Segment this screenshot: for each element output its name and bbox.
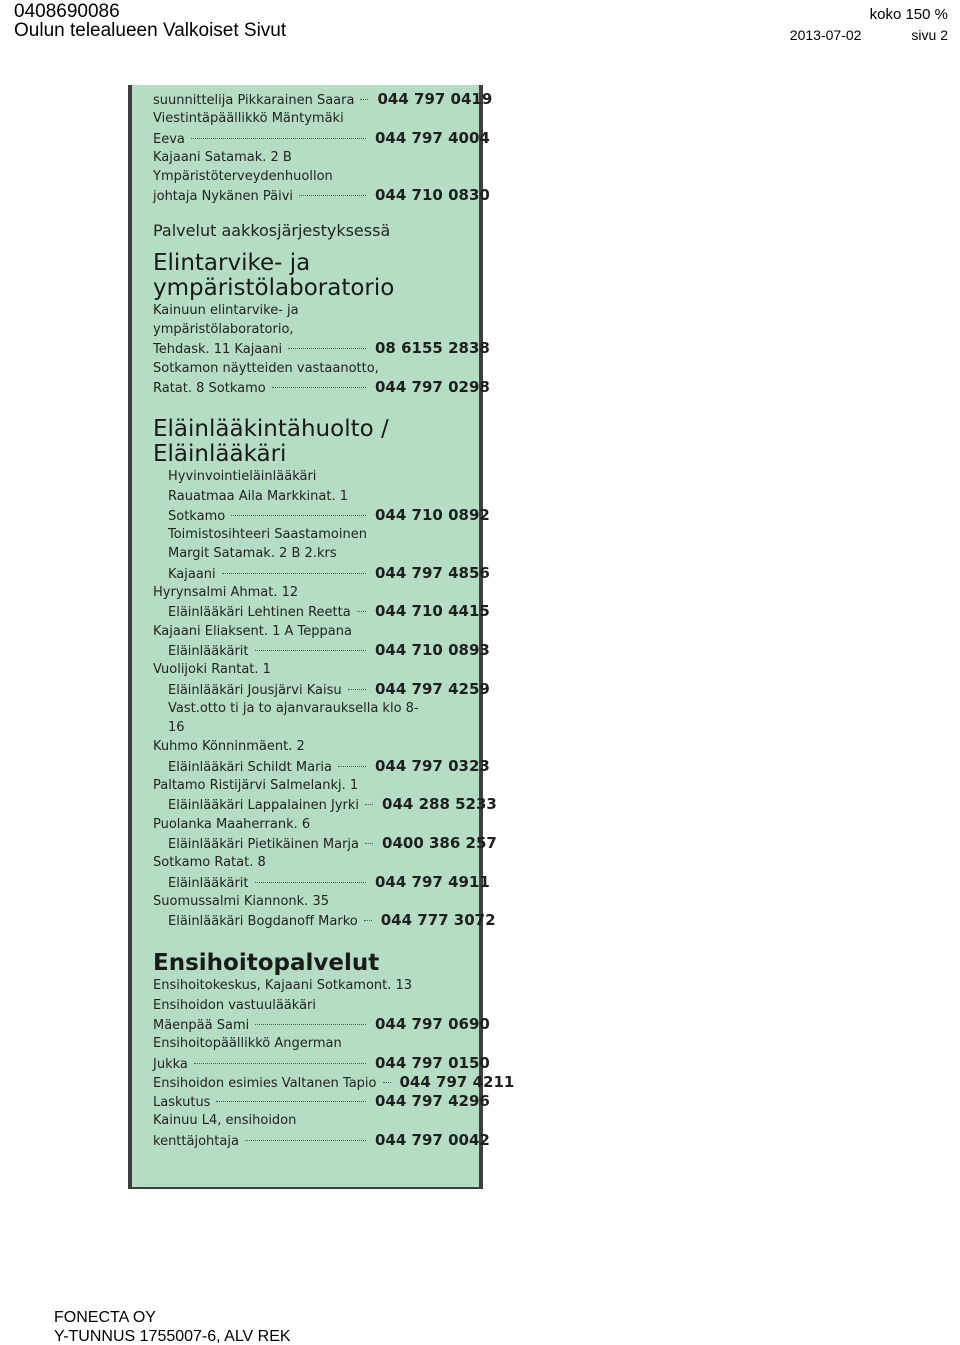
directory-entry — [153, 996, 475, 1015]
directory-entry — [153, 1130, 490, 1150]
phone-number: 044 797 4856 — [375, 563, 490, 582]
directory-entry — [153, 544, 475, 563]
directory-entry — [153, 128, 490, 148]
vet-heading-line2: Eläinlääkäri — [153, 441, 287, 468]
directory-entry — [153, 109, 475, 128]
header-title: Oulun telealueen Valkoiset Sivut — [14, 20, 287, 41]
dot-leader — [360, 99, 368, 100]
directory-entry — [153, 833, 497, 853]
dot-leader — [348, 689, 366, 690]
entry-text: Hyvinvointieläinlääkäri — [168, 469, 317, 485]
phone-number: 0400 386 257 — [382, 833, 497, 852]
entry-text: Ympäristöterveydenhuollon — [153, 169, 333, 185]
header-zoom: koko 150 % — [869, 6, 948, 23]
directory-entry — [153, 872, 490, 892]
entry-text: Laskutus — [153, 1095, 211, 1111]
phone-number: 044 710 0893 — [375, 640, 490, 659]
directory-entry — [153, 1092, 490, 1111]
entry-text: Sotkamo Ratat. 8 — [153, 855, 266, 871]
entry-text: ympäristölaboratorio, — [153, 322, 294, 338]
lab-heading-line1: Elintarvike- ja — [153, 249, 311, 276]
entry-text: Ensihoidon vastuulääkäri — [153, 997, 316, 1013]
phone-number: 08 6155 2838 — [375, 339, 490, 358]
top-entries — [153, 90, 493, 206]
directory-entry — [153, 892, 475, 911]
entry-text: Kajaani — [168, 566, 216, 582]
entry-text: Margit Satamak. 2 B 2.krs — [168, 546, 337, 562]
entry-text: Kajaani Eliaksent. 1 A Teppana — [153, 623, 352, 639]
entry-text: suunnittelija Pikkarainen Saara — [153, 93, 355, 108]
dot-leader — [364, 920, 372, 921]
ems-entries — [153, 976, 515, 1150]
dot-leader — [255, 1024, 366, 1025]
entry-text: Kuhmo Könninmäent. 2 — [153, 739, 305, 755]
ems-heading: Ensihoitopalvelut — [153, 950, 380, 977]
directory-entry — [153, 359, 475, 378]
phone-number: 044 797 4911 — [375, 872, 490, 891]
directory-entry — [153, 90, 493, 109]
directory-entry — [153, 640, 490, 660]
vet-heading-line1: Eläinlääkintähuolto / — [153, 416, 389, 443]
vet-entries — [153, 467, 497, 930]
lab-entries — [153, 301, 490, 397]
phone-number: 044 797 0323 — [375, 756, 490, 775]
dot-leader — [365, 843, 373, 844]
entry-text: Ensihoitokeskus, Kajaani Sotkamont. 13 — [153, 978, 413, 994]
directory-entry — [153, 718, 475, 737]
phone-number: 044 797 0150 — [375, 1053, 490, 1072]
directory-entry — [153, 1072, 515, 1092]
entry-text: Hyrynsalmi Ahmat. 12 — [153, 585, 299, 601]
dot-leader — [191, 138, 366, 139]
dot-leader — [216, 1101, 366, 1102]
directory-entry — [153, 320, 475, 339]
directory-content — [153, 90, 515, 1150]
page-footer — [54, 1308, 291, 1345]
dot-leader — [288, 348, 366, 349]
directory-entry — [153, 699, 475, 718]
phone-number: 044 797 4004 — [375, 128, 490, 147]
entry-text: Ensihoidon esimies Valtanen Tapio — [153, 1075, 377, 1091]
entry-text: Kainuun elintarvike- ja — [153, 302, 299, 318]
directory-entry — [153, 186, 490, 205]
directory-entry — [153, 563, 490, 583]
entry-text: Kainuu L4, ensihoidon — [153, 1113, 297, 1129]
header-date-page — [790, 27, 948, 43]
lab-heading-line2: ympäristölaboratorio — [153, 274, 395, 301]
dot-leader — [272, 387, 366, 388]
directory-column — [128, 85, 515, 1189]
phone-number: 044 797 0419 — [377, 90, 493, 108]
entry-text: Eläinlääkäri Lehtinen Reetta — [168, 605, 351, 621]
footer-business-id: Y-TUNNUS 1755007-6, ALV REK — [54, 1328, 291, 1345]
directory-entry — [153, 339, 490, 358]
entry-text: Eläinlääkäri Pietikäinen Marja — [168, 836, 360, 852]
dot-leader — [299, 195, 366, 196]
phone-number: 044 797 4211 — [399, 1072, 515, 1091]
directory-entry — [153, 148, 475, 167]
entry-text: Tehdask. 11 Kajaani — [153, 342, 283, 358]
directory-entry — [153, 1014, 490, 1034]
entry-text: Sotkamon näytteiden vastaanotto, — [153, 360, 379, 376]
page-header-left — [14, 2, 286, 40]
dot-leader — [245, 1140, 366, 1141]
footer-company: FONECTA OY — [54, 1309, 156, 1326]
header-date: 2013-07-02 — [789, 27, 862, 43]
directory-entry — [153, 467, 475, 486]
entry-text: Toimistosihteeri Saastamoinen — [168, 527, 367, 543]
directory-entry — [153, 525, 475, 544]
entry-text: Ensihoitopäällikkö Angerman — [153, 1036, 342, 1052]
directory-entry — [153, 1111, 475, 1130]
entry-text: kenttäjohtaja — [153, 1133, 239, 1149]
entry-text: Viestintäpäällikkö Mäntymäki — [153, 111, 344, 127]
entry-text: Jukka — [153, 1056, 188, 1072]
phone-number: 044 797 0690 — [375, 1014, 490, 1033]
page-header-right — [790, 6, 948, 43]
dot-leader — [194, 1063, 366, 1064]
directory-entry — [153, 795, 497, 814]
entry-text: Suomussalmi Kiannonk. 35 — [153, 893, 329, 909]
directory-entry — [153, 660, 475, 679]
entry-text: Ratat. 8 Sotkamo — [153, 380, 266, 396]
entry-text: Eläinlääkäri Jousjärvi Kaisu — [168, 682, 342, 698]
entry-text: Paltamo Ristijärvi Salmelankj. 1 — [153, 778, 359, 794]
phone-number: 044 797 0042 — [375, 1130, 490, 1149]
entry-text: Eläinlääkäri Schildt Maria — [168, 759, 332, 775]
entry-text: Vast.otto ti ja to ajanvarauksella klo 8- — [168, 700, 419, 716]
entry-text: Eläinlääkärit — [168, 875, 249, 891]
directory-entry — [153, 911, 496, 930]
dot-leader — [255, 882, 366, 883]
phone-number: 044 710 4415 — [375, 602, 490, 621]
directory-entry — [153, 815, 475, 834]
dot-leader — [222, 573, 366, 574]
entry-text: Eläinlääkärit — [168, 643, 249, 659]
directory-entry — [153, 756, 490, 776]
directory-entry — [153, 377, 490, 397]
entry-text: Eläinlääkäri Bogdanoff Marko — [168, 914, 358, 930]
dot-leader — [231, 515, 366, 516]
phone-number: 044 710 0892 — [375, 505, 490, 524]
directory-entry — [153, 301, 475, 320]
dot-leader — [365, 804, 373, 805]
directory-entry — [153, 976, 475, 995]
entry-text: Eeva — [153, 131, 185, 147]
directory-entry — [153, 505, 490, 525]
dot-leader — [338, 766, 366, 767]
directory-entry — [153, 1034, 475, 1053]
entry-text: Eläinlääkäri Lappalainen Jyrki — [168, 798, 360, 814]
entry-text: Vuolijoki Rantat. 1 — [153, 662, 271, 678]
phone-number: 044 797 4296 — [375, 1092, 490, 1111]
entry-text: Sotkamo — [168, 508, 226, 524]
phone-number: 044 777 3072 — [380, 911, 496, 930]
dot-leader — [357, 611, 366, 612]
header-page: sivu 2 — [911, 27, 948, 43]
directory-entry — [153, 776, 475, 795]
entry-text: Rauatmaa Aila Markkinat. 1 — [168, 488, 348, 504]
dot-leader — [383, 1082, 391, 1083]
directory-entry — [153, 622, 475, 641]
entry-text: 16 — [168, 720, 185, 736]
phone-number: 044 797 0298 — [375, 377, 490, 396]
entry-text: Puolanka Maaherrank. 6 — [153, 816, 311, 832]
directory-entry — [153, 583, 475, 602]
header-phone: 0408690086 — [14, 1, 120, 22]
entry-text: johtaja Nykänen Päivi — [153, 189, 294, 205]
directory-entry — [153, 853, 475, 872]
entry-text: Mäenpää Sami — [153, 1017, 250, 1033]
entry-text: Kajaani Satamak. 2 B — [153, 149, 292, 165]
directory-entry — [153, 737, 475, 756]
section-alphabetical: Palvelut aakkosjärjestyksessä — [153, 220, 391, 240]
phone-number: 044 288 5233 — [382, 795, 497, 814]
directory-entry — [153, 167, 475, 186]
directory-entry — [153, 602, 490, 621]
directory-entry — [153, 679, 490, 699]
directory-entry — [153, 1053, 490, 1073]
directory-entry — [153, 487, 475, 506]
dot-leader — [255, 650, 366, 651]
phone-number: 044 710 0830 — [375, 186, 490, 205]
phone-number: 044 797 4259 — [375, 679, 490, 698]
